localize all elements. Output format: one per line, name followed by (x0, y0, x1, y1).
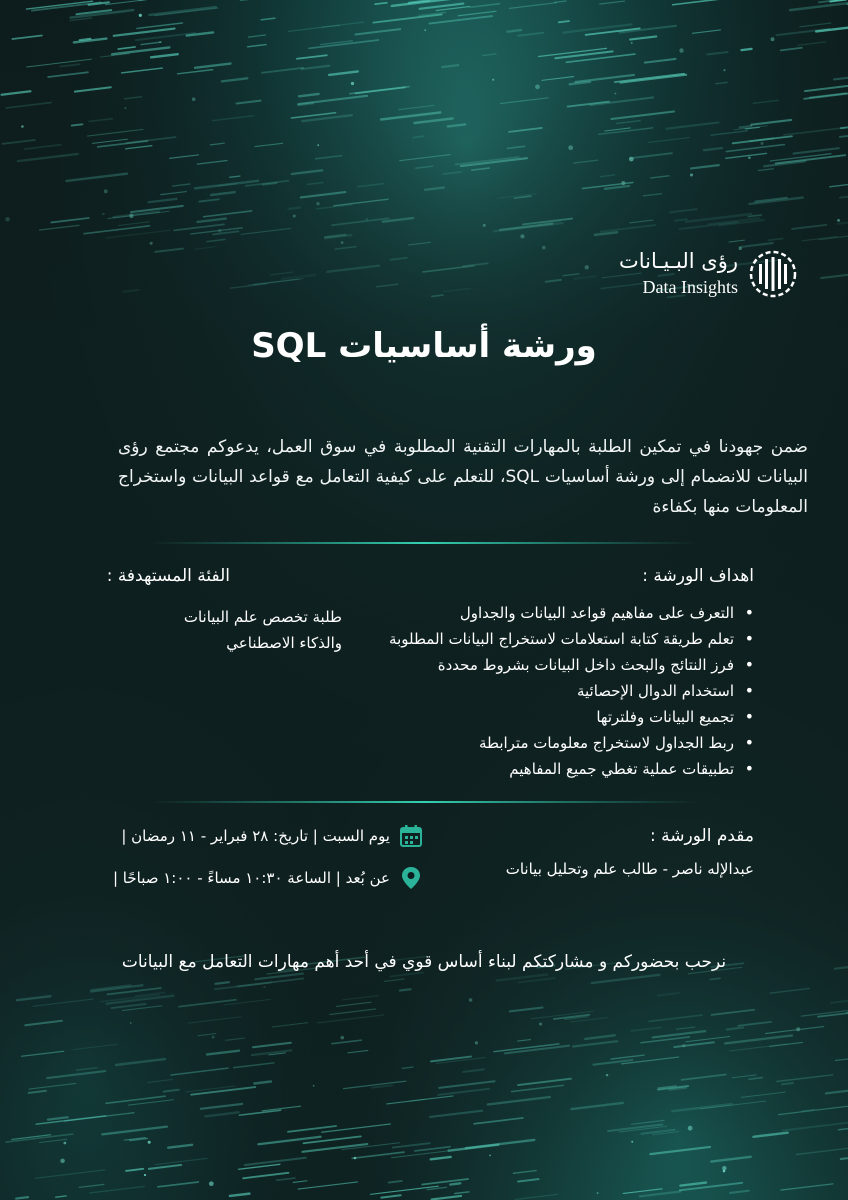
brand-name-arabic: رؤى البـيـانات (618, 249, 738, 273)
goals-list (389, 600, 754, 782)
goal-item: • ربط الجداول لاستخراج معلومات مترابطة (389, 730, 754, 756)
goal-item: • تجميع البيانات وفلترتها (389, 704, 754, 730)
location-pin-icon (400, 866, 422, 890)
goal-item: • تطبيقات عملية تغطي جميع المفاهيم (389, 756, 754, 782)
divider-line (150, 799, 698, 805)
closing-message: نرحب بحضوركم و مشاركتكم لبناء أساس قوي في أحد أهم مهارات التعامل مع البيانات (121, 952, 727, 972)
goal-item: • التعرف على مفاهيم قواعد البيانات والجداول (389, 600, 754, 626)
page-title: ورشة أساسيات SQL (251, 326, 597, 366)
location-text: عن بُعد | الساعة ١٠:٣٠ مساءً - ١:٠٠ صباحًا | (112, 869, 390, 887)
date-row (121, 824, 422, 848)
divider-line (150, 540, 698, 546)
presenter-name: عبدالإله ناصر - طالب علم وتحليل بيانات (505, 860, 754, 878)
location-row (113, 866, 422, 890)
goals-heading: اهداف الورشة : (642, 566, 754, 586)
intro-text: ضمن جهودنا في تمكين الطلبة بالمهارات التقنية المطلوبة في سوق العمل، يدعوكم مجتمع رؤى البيانات للانضمام إلى ورشة أساسيات SQL، للتعلم على كيفية التعامل مع قواعد البيانات واستخراج المعلومات منها بكفاءة (118, 437, 808, 517)
calendar-icon (400, 824, 422, 848)
date-text: يوم السبت | تاريخ: ٢٨ فبراير - ١١ رمضان | (121, 827, 390, 845)
brand-name-english: Data Insights (642, 277, 738, 297)
goal-item: • تعلم طريقة كتابة استعلامات لاستخراج البيانات المطلوبة (389, 626, 754, 652)
data-insights-logo-icon (748, 249, 798, 299)
audience-text: طلبة تخصص علم البيانات والذكاء الاصطناعي (183, 608, 342, 652)
goal-item: • استخدام الدوال الإحصائية (389, 678, 754, 704)
presenter-heading: مقدم الورشة : (650, 826, 754, 846)
brand-logo (608, 247, 798, 303)
goal-item: • فرز النتائج والبحث داخل البيانات بشروط محددة (389, 652, 754, 678)
audience-heading: الفئة المستهدفة : (106, 566, 230, 586)
intro-paragraph (118, 432, 808, 522)
